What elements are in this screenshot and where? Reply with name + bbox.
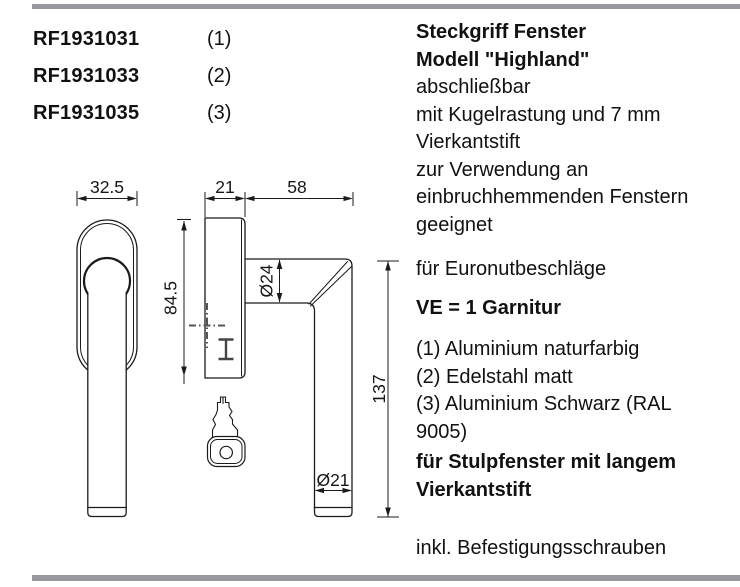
key-icon: [208, 397, 246, 467]
side-view: [161, 177, 400, 517]
product-row: [33, 27, 232, 51]
product-code: RF1931033: [33, 65, 140, 87]
lock-cylinder-icon: [219, 340, 234, 360]
description-intro: [416, 19, 734, 239]
variant-line: (3) Aluminium Schwarz (RAL: [416, 393, 672, 415]
product-row: [33, 101, 232, 125]
description-line: mit Kugelrastung und 7 mm: [416, 103, 661, 126]
product-variant-ref: (2): [207, 65, 232, 87]
product-title-line: Modell "Highland": [416, 48, 590, 71]
product-title-line: Steckgriff Fenster: [416, 21, 587, 43]
product-code: RF1931031: [33, 28, 140, 50]
top-rule: [32, 4, 740, 10]
variant-line: (1) Aluminium naturfarbig: [416, 338, 640, 360]
description-line: zur Verwendung an: [416, 158, 589, 181]
product-variant-ref: (3): [207, 102, 232, 124]
dim-label-grip-length: 137: [369, 374, 389, 404]
dim-label-grip-diameter: Ø21: [316, 470, 350, 490]
dim-label-rosette-height: 84.5: [160, 280, 181, 316]
description-fitting: [416, 256, 734, 284]
variant-line: 9005): [416, 420, 468, 443]
dim-label-neck-diameter: Ø24: [256, 264, 277, 298]
description-line: einbruchhemmenden Fenstern: [416, 186, 689, 208]
variant-line: (2) Edelstahl matt: [416, 365, 573, 388]
description-line: geeignet: [416, 213, 493, 236]
note-line: für Stulpfenster mit langem: [416, 451, 677, 473]
description-line: abschließbar: [416, 76, 531, 98]
dim-label-rosette-depth: 21: [215, 177, 235, 197]
note-line: Vierkantstift: [416, 478, 532, 501]
description-note: [416, 449, 734, 504]
description-line: inkl. Befestigungsschrauben: [416, 537, 667, 559]
dim-label-front-width: 32.5: [89, 177, 125, 197]
dim-label-reach: 58: [287, 177, 307, 197]
technical-drawing: [40, 150, 410, 587]
description-packaging: [416, 295, 734, 323]
front-view: [77, 177, 137, 517]
description-line: für Euronutbeschläge: [416, 258, 607, 280]
product-code: RF1931035: [33, 102, 140, 124]
product-variant-ref: (1): [207, 28, 232, 50]
packaging-unit-line: VE = 1 Garnitur: [416, 297, 562, 319]
description-variants: [416, 336, 734, 446]
product-row: [33, 64, 232, 88]
description-line: Vierkantstift: [416, 131, 521, 153]
description-included: [416, 535, 734, 563]
